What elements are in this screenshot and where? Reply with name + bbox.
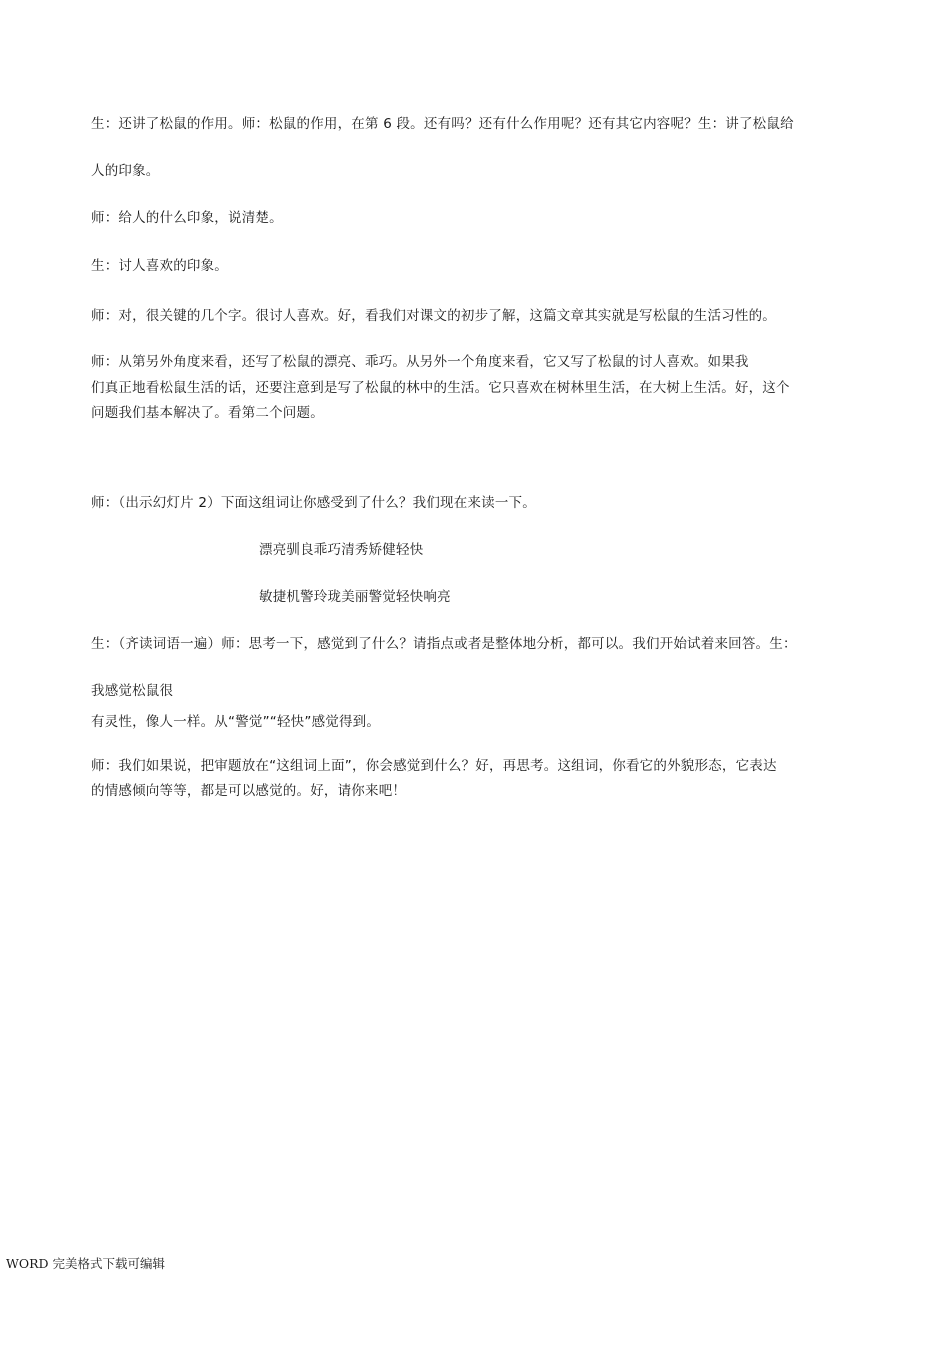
page-footer: WORD 完美格式下载可编辑 [6,1256,166,1271]
paragraph-line: 有灵性，像人一样。从“警觉”“轻快”感觉得到。 [91,714,381,730]
paragraph-line: 生：（齐读词语一遍）师：思考一下，感觉到了什么？请指点或者是整体地分析，都可以。我们开始试着来回答。生： [91,636,797,652]
paragraph-line: 我感觉松鼠很 [91,683,174,699]
paragraph-line: 生：讨人喜欢的印象。 [91,258,228,274]
word-list-line: 敏捷机警玲珑美丽警觉轻快响亮 [259,589,451,605]
paragraph-line: 人的印象。 [91,163,160,179]
paragraph-line: 师：我们如果说，把审题放在“这组词上面”，你会感觉到什么？好，再思考。这组词，你看它的外貌形态，它表达 [91,758,777,774]
word-list-line: 漂亮驯良乖巧清秀矫健轻快 [259,542,424,558]
paragraph-line: 问题我们基本解决了。看第二个问题。 [91,405,324,421]
paragraph-line: 师：对，很关键的几个字。很讨人喜欢。好，看我们对课文的初步了解，这篇文章其实就是写松鼠的生活习性的。 [91,308,776,324]
paragraph-line: 师：从第另外角度来看，还写了松鼠的漂亮、乖巧。从另外一个角度来看，它又写了松鼠的讨人喜欢。如果我 [91,354,749,370]
paragraph-line: 师：给人的什么印象，说清楚。 [91,210,283,226]
paragraph-line: 们真正地看松鼠生活的话，还要注意到是写了松鼠的林中的生活。它只喜欢在树林里生活，在大树上生活。好，这个 [91,380,790,396]
paragraph-line: 师：（出示幻灯片 2）下面这组词让你感受到了什么？我们现在来读一下。 [91,495,536,511]
paragraph-line: 的情感倾向等等，都是可以感觉的。好，请你来吧！ [91,783,407,799]
paragraph-line: 生：还讲了松鼠的作用。师：松鼠的作用，在第 6 段。还有吗？还有什么作用呢？还有其它内容呢？生：讲了松鼠给 [91,116,794,132]
